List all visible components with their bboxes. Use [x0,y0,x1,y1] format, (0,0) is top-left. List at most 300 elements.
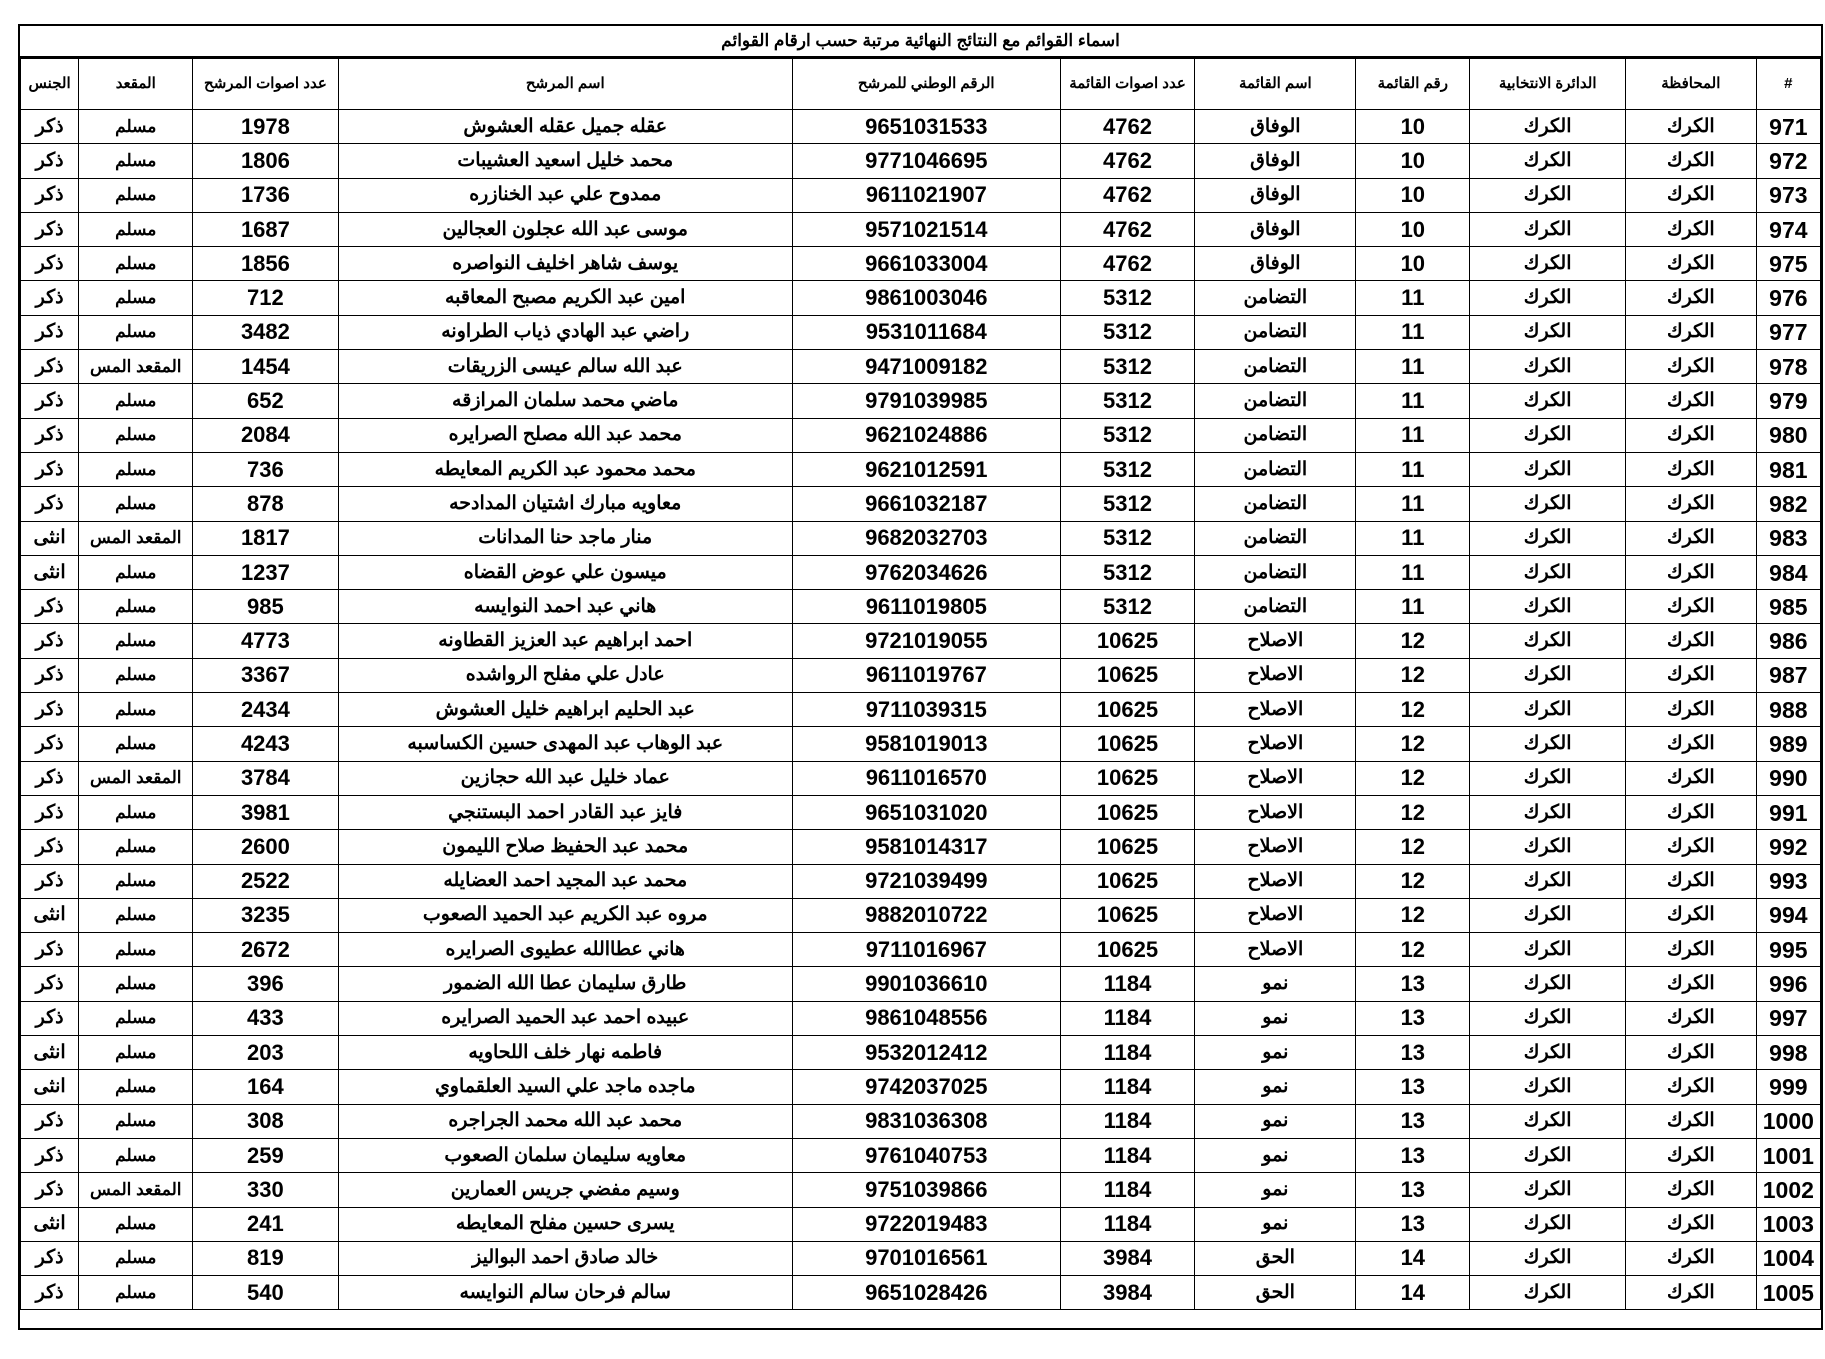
cell-candidate-votes: 3235 [193,898,338,932]
cell-list-name: نمو [1195,1173,1356,1207]
cell-gender: ذكر [21,624,79,658]
cell-district: الكرك [1470,350,1626,384]
cell-list-name: الحق [1195,1276,1356,1310]
cell-index: 986 [1756,624,1820,658]
header-idx: # [1756,59,1820,110]
cell-candidate-votes: 1454 [193,350,338,384]
cell-list-number: 11 [1356,487,1470,521]
cell-list-name: التضامن [1195,281,1356,315]
cell-candidate-votes: 241 [193,1207,338,1241]
cell-district: الكرك [1470,864,1626,898]
cell-list-votes: 10625 [1060,624,1195,658]
cell-index: 972 [1756,144,1820,178]
cell-list-votes: 1184 [1060,1070,1195,1104]
cell-gender: ذكر [21,830,79,864]
cell-national-id: 9651028426 [792,1276,1060,1310]
cell-candidate-name: منار ماجد حنا المدانات [338,521,792,555]
cell-seat: مسلم [79,1036,193,1070]
cell-list-votes: 4762 [1060,247,1195,281]
cell-list-votes: 10625 [1060,830,1195,864]
cell-seat: مسلم [79,727,193,761]
cell-list-number: 10 [1356,212,1470,246]
cell-national-id: 9762034626 [792,555,1060,589]
cell-governorate: الكرك [1625,1104,1756,1138]
cell-list-name: الوفاق [1195,247,1356,281]
cell-national-id: 9711039315 [792,693,1060,727]
cell-gender: ذكر [21,418,79,452]
cell-national-id: 9531011684 [792,315,1060,349]
cell-candidate-votes: 540 [193,1276,338,1310]
cell-candidate-votes: 1806 [193,144,338,178]
cell-list-name: نمو [1195,1104,1356,1138]
cell-gender: ذكر [21,384,79,418]
cell-candidate-votes: 2522 [193,864,338,898]
cell-list-name: التضامن [1195,521,1356,555]
cell-list-votes: 5312 [1060,418,1195,452]
table-row [21,830,1821,864]
cell-national-id: 9742037025 [792,1070,1060,1104]
cell-list-name: التضامن [1195,555,1356,589]
results-sheet [18,24,1823,1330]
cell-district: الكرك [1470,212,1626,246]
cell-index: 989 [1756,727,1820,761]
table-row [21,1138,1821,1172]
cell-seat: مسلم [79,1241,193,1275]
cell-governorate: الكرك [1625,693,1756,727]
cell-list-number: 10 [1356,110,1470,144]
cell-national-id: 9861048556 [792,1001,1060,1035]
cell-list-votes: 3984 [1060,1241,1195,1275]
cell-national-id: 9711016967 [792,933,1060,967]
cell-seat: مسلم [79,624,193,658]
cell-list-votes: 4762 [1060,144,1195,178]
cell-governorate: الكرك [1625,795,1756,829]
cell-governorate: الكرك [1625,864,1756,898]
cell-district: الكرك [1470,418,1626,452]
cell-list-votes: 5312 [1060,590,1195,624]
cell-list-name: الوفاق [1195,144,1356,178]
cell-candidate-name: هاني عطاالله عطيوى الصرايره [338,933,792,967]
table-row [21,864,1821,898]
cell-governorate: الكرك [1625,624,1756,658]
cell-district: الكرك [1470,1173,1626,1207]
cell-list-name: الاصلاح [1195,933,1356,967]
cell-gender: ذكر [21,761,79,795]
cell-list-votes: 10625 [1060,658,1195,692]
cell-list-votes: 10625 [1060,693,1195,727]
cell-gender: ذكر [21,1241,79,1275]
cell-candidate-name: عبد الحليم ابراهيم خليل العشوش [338,693,792,727]
cell-seat: المقعد المس [79,521,193,555]
cell-gender: ذكر [21,452,79,486]
cell-candidate-name: راضي عبد الهادي ذياب الطراونه [338,315,792,349]
header-national-id: الرقم الوطني للمرشح [792,59,1060,110]
cell-governorate: الكرك [1625,521,1756,555]
cell-candidate-votes: 1237 [193,555,338,589]
cell-list-votes: 5312 [1060,487,1195,521]
cell-candidate-name: عبد الله سالم عيسى الزريقات [338,350,792,384]
cell-list-number: 12 [1356,727,1470,761]
cell-district: الكرك [1470,624,1626,658]
cell-candidate-name: محمد عبد المجيد احمد العضايله [338,864,792,898]
table-row [21,178,1821,212]
cell-national-id: 9661032187 [792,487,1060,521]
cell-candidate-name: ماضي محمد سلمان المرازقه [338,384,792,418]
table-row [21,452,1821,486]
cell-candidate-votes: 712 [193,281,338,315]
table-row [21,693,1821,727]
cell-list-number: 11 [1356,384,1470,418]
cell-governorate: الكرك [1625,1241,1756,1275]
table-row [21,144,1821,178]
cell-index: 997 [1756,1001,1820,1035]
cell-district: الكرك [1470,1207,1626,1241]
cell-national-id: 9831036308 [792,1104,1060,1138]
cell-governorate: الكرك [1625,1001,1756,1035]
table-row [21,795,1821,829]
cell-list-votes: 5312 [1060,315,1195,349]
cell-list-votes: 5312 [1060,521,1195,555]
cell-list-votes: 10625 [1060,761,1195,795]
cell-district: الكرك [1470,281,1626,315]
cell-list-name: الحق [1195,1241,1356,1275]
cell-national-id: 9791039985 [792,384,1060,418]
cell-governorate: الكرك [1625,247,1756,281]
cell-governorate: الكرك [1625,487,1756,521]
cell-gender: ذكر [21,693,79,727]
cell-gender: ذكر [21,727,79,761]
cell-candidate-name: يوسف شاهر اخليف النواصره [338,247,792,281]
cell-gender: ذكر [21,1173,79,1207]
cell-district: الكرك [1470,110,1626,144]
cell-list-votes: 4762 [1060,110,1195,144]
cell-candidate-votes: 4773 [193,624,338,658]
cell-national-id: 9611016570 [792,761,1060,795]
cell-list-votes: 5312 [1060,350,1195,384]
cell-list-votes: 10625 [1060,795,1195,829]
cell-governorate: الكرك [1625,418,1756,452]
cell-candidate-votes: 1978 [193,110,338,144]
cell-national-id: 9611019767 [792,658,1060,692]
cell-candidate-name: معاويه سليمان سلمان الصعوب [338,1138,792,1172]
cell-governorate: الكرك [1625,1276,1756,1310]
header-list-number: رقم القائمة [1356,59,1470,110]
cell-candidate-name: موسى عبد الله عجلون العجالين [338,212,792,246]
cell-governorate: الكرك [1625,761,1756,795]
cell-list-name: التضامن [1195,418,1356,452]
cell-list-number: 12 [1356,933,1470,967]
cell-index: 1001 [1756,1138,1820,1172]
cell-candidate-votes: 3367 [193,658,338,692]
cell-list-number: 12 [1356,693,1470,727]
cell-list-name: التضامن [1195,452,1356,486]
cell-index: 975 [1756,247,1820,281]
cell-candidate-votes: 3784 [193,761,338,795]
cell-gender: ذكر [21,864,79,898]
cell-index: 990 [1756,761,1820,795]
cell-national-id: 9471009182 [792,350,1060,384]
cell-index: 978 [1756,350,1820,384]
cell-index: 1000 [1756,1104,1820,1138]
cell-list-number: 12 [1356,658,1470,692]
cell-list-votes: 1184 [1060,1104,1195,1138]
cell-seat: مسلم [79,1276,193,1310]
cell-gender: ذكر [21,247,79,281]
cell-gender: ذكر [21,110,79,144]
table-row [21,1001,1821,1035]
cell-national-id: 9861003046 [792,281,1060,315]
cell-list-votes: 5312 [1060,384,1195,418]
cell-candidate-name: احمد ابراهيم عبد العزيز القطاونه [338,624,792,658]
cell-governorate: الكرك [1625,933,1756,967]
cell-list-number: 13 [1356,1001,1470,1035]
cell-index: 998 [1756,1036,1820,1070]
cell-governorate: الكرك [1625,452,1756,486]
cell-list-name: نمو [1195,1138,1356,1172]
cell-index: 987 [1756,658,1820,692]
table-row [21,933,1821,967]
cell-candidate-name: عبيده احمد عبد الحميد الصرايره [338,1001,792,1035]
cell-gender: انثى [21,1036,79,1070]
cell-gender: ذكر [21,795,79,829]
cell-governorate: الكرك [1625,555,1756,589]
cell-gender: ذكر [21,212,79,246]
cell-list-votes: 4762 [1060,212,1195,246]
cell-list-votes: 1184 [1060,1138,1195,1172]
cell-candidate-name: فاطمه نهار خلف اللحاويه [338,1036,792,1070]
cell-index: 979 [1756,384,1820,418]
cell-index: 1005 [1756,1276,1820,1310]
cell-governorate: الكرك [1625,1070,1756,1104]
cell-district: الكرك [1470,452,1626,486]
cell-index: 976 [1756,281,1820,315]
table-row [21,590,1821,624]
cell-candidate-votes: 2084 [193,418,338,452]
table-row [21,247,1821,281]
cell-national-id: 9901036610 [792,967,1060,1001]
cell-index: 993 [1756,864,1820,898]
cell-governorate: الكرك [1625,1036,1756,1070]
cell-list-number: 14 [1356,1241,1470,1275]
cell-national-id: 9661033004 [792,247,1060,281]
header-list-name: اسم القائمة [1195,59,1356,110]
cell-list-votes: 3984 [1060,1276,1195,1310]
results-table [20,58,1821,1310]
cell-list-number: 11 [1356,521,1470,555]
cell-list-number: 13 [1356,1138,1470,1172]
cell-national-id: 9532012412 [792,1036,1060,1070]
cell-list-name: الاصلاح [1195,864,1356,898]
cell-governorate: الكرك [1625,1173,1756,1207]
cell-governorate: الكرك [1625,350,1756,384]
cell-list-number: 12 [1356,830,1470,864]
table-row [21,727,1821,761]
cell-district: الكرك [1470,1138,1626,1172]
cell-seat: مسلم [79,658,193,692]
cell-candidate-votes: 2434 [193,693,338,727]
table-row [21,1276,1821,1310]
cell-list-number: 13 [1356,1036,1470,1070]
cell-candidate-name: خالد صادق احمد البواليز [338,1241,792,1275]
cell-candidate-name: عبد الوهاب عبد المهدى حسين الكساسبه [338,727,792,761]
cell-national-id: 9722019483 [792,1207,1060,1241]
cell-district: الكرك [1470,144,1626,178]
cell-governorate: الكرك [1625,1138,1756,1172]
cell-national-id: 9621012591 [792,452,1060,486]
cell-seat: مسلم [79,693,193,727]
cell-list-name: الاصلاح [1195,624,1356,658]
table-row [21,658,1821,692]
cell-list-name: نمو [1195,967,1356,1001]
cell-list-votes: 1184 [1060,967,1195,1001]
cell-list-votes: 1184 [1060,1036,1195,1070]
cell-national-id: 9701016561 [792,1241,1060,1275]
cell-index: 980 [1756,418,1820,452]
cell-list-votes: 10625 [1060,933,1195,967]
cell-gender: ذكر [21,967,79,1001]
cell-national-id: 9682032703 [792,521,1060,555]
cell-candidate-name: محمد خليل اسعيد العشيبات [338,144,792,178]
cell-candidate-name: وسيم مفضي جريس العمارين [338,1173,792,1207]
cell-gender: ذكر [21,487,79,521]
cell-list-name: الاصلاح [1195,795,1356,829]
cell-seat: المقعد المس [79,761,193,795]
cell-seat: مسلم [79,830,193,864]
cell-list-number: 11 [1356,281,1470,315]
cell-national-id: 9651031020 [792,795,1060,829]
cell-candidate-name: محمد عبد الحفيظ صلاح الليمون [338,830,792,864]
cell-candidate-name: محمد عبد الله مصلح الصرايره [338,418,792,452]
cell-list-votes: 1184 [1060,1001,1195,1035]
cell-governorate: الكرك [1625,727,1756,761]
cell-list-name: نمو [1195,1070,1356,1104]
cell-district: الكرك [1470,178,1626,212]
cell-index: 985 [1756,590,1820,624]
cell-gender: ذكر [21,178,79,212]
cell-district: الكرك [1470,967,1626,1001]
cell-list-votes: 10625 [1060,864,1195,898]
cell-list-name: التضامن [1195,315,1356,349]
cell-governorate: الكرك [1625,898,1756,932]
cell-list-number: 11 [1356,418,1470,452]
cell-district: الكرك [1470,761,1626,795]
cell-national-id: 9651031533 [792,110,1060,144]
cell-list-number: 10 [1356,178,1470,212]
cell-list-name: نمو [1195,1036,1356,1070]
cell-candidate-votes: 2672 [193,933,338,967]
cell-list-number: 13 [1356,1173,1470,1207]
cell-index: 982 [1756,487,1820,521]
cell-national-id: 9611021907 [792,178,1060,212]
header-row [21,59,1821,110]
cell-candidate-name: طارق سليمان عطا الله الضمور [338,967,792,1001]
cell-list-name: الاصلاح [1195,693,1356,727]
cell-district: الكرك [1470,590,1626,624]
header-seat: المقعد [79,59,193,110]
cell-seat: المقعد المس [79,350,193,384]
cell-governorate: الكرك [1625,315,1756,349]
cell-candidate-votes: 1856 [193,247,338,281]
cell-seat: مسلم [79,315,193,349]
cell-index: 1004 [1756,1241,1820,1275]
cell-index: 991 [1756,795,1820,829]
cell-candidate-votes: 652 [193,384,338,418]
cell-candidate-votes: 259 [193,1138,338,1172]
cell-national-id: 9721039499 [792,864,1060,898]
cell-candidate-name: ماجده ماجد علي السيد العلقماوي [338,1070,792,1104]
cell-district: الكرك [1470,830,1626,864]
cell-national-id: 9882010722 [792,898,1060,932]
cell-list-name: الوفاق [1195,110,1356,144]
cell-candidate-name: معاويه مبارك اشتيان المدادحه [338,487,792,521]
cell-index: 981 [1756,452,1820,486]
table-row [21,521,1821,555]
cell-list-name: نمو [1195,1207,1356,1241]
cell-index: 996 [1756,967,1820,1001]
cell-candidate-name: سالم فرحان سالم النوايسه [338,1276,792,1310]
cell-list-name: الاصلاح [1195,830,1356,864]
cell-candidate-votes: 433 [193,1001,338,1035]
cell-district: الكرك [1470,898,1626,932]
cell-district: الكرك [1470,521,1626,555]
cell-governorate: الكرك [1625,1207,1756,1241]
cell-seat: مسلم [79,418,193,452]
cell-candidate-name: امين عبد الكريم مصبح المعاقبه [338,281,792,315]
cell-candidate-votes: 878 [193,487,338,521]
cell-candidate-name: محمد محمود عبد الكريم المعايطه [338,452,792,486]
table-row [21,555,1821,589]
cell-district: الكرك [1470,555,1626,589]
cell-national-id: 9761040753 [792,1138,1060,1172]
cell-district: الكرك [1470,658,1626,692]
cell-candidate-votes: 3482 [193,315,338,349]
cell-seat: المقعد المس [79,1173,193,1207]
table-row [21,418,1821,452]
cell-list-name: الاصلاح [1195,727,1356,761]
cell-seat: مسلم [79,1138,193,1172]
document-title: اسماء القوائم مع النتائج النهائية مرتبة حسب ارقام القوائم [20,26,1821,58]
cell-list-votes: 10625 [1060,898,1195,932]
header-governorate: المحافظة [1625,59,1756,110]
cell-list-number: 13 [1356,1070,1470,1104]
cell-candidate-votes: 1736 [193,178,338,212]
cell-candidate-votes: 1687 [193,212,338,246]
cell-list-number: 11 [1356,315,1470,349]
table-row [21,1241,1821,1275]
cell-candidate-name: فايز عبد القادر احمد البستنجي [338,795,792,829]
table-row [21,315,1821,349]
cell-seat: مسلم [79,1070,193,1104]
cell-candidate-name: مروه عبد الكريم عبد الحميد الصعوب [338,898,792,932]
cell-gender: انثى [21,521,79,555]
cell-district: الكرك [1470,1036,1626,1070]
cell-candidate-name: عماد خليل عبد الله حجازين [338,761,792,795]
cell-index: 977 [1756,315,1820,349]
results-body [21,110,1821,1310]
cell-district: الكرك [1470,933,1626,967]
cell-list-name: نمو [1195,1001,1356,1035]
cell-candidate-votes: 3981 [193,795,338,829]
cell-list-name: التضامن [1195,384,1356,418]
table-row [21,281,1821,315]
cell-index: 983 [1756,521,1820,555]
cell-district: الكرك [1470,727,1626,761]
cell-list-name: الوفاق [1195,178,1356,212]
cell-candidate-name: ممدوح علي عبد الخنازره [338,178,792,212]
cell-list-number: 13 [1356,967,1470,1001]
cell-list-votes: 5312 [1060,555,1195,589]
cell-national-id: 9771046695 [792,144,1060,178]
